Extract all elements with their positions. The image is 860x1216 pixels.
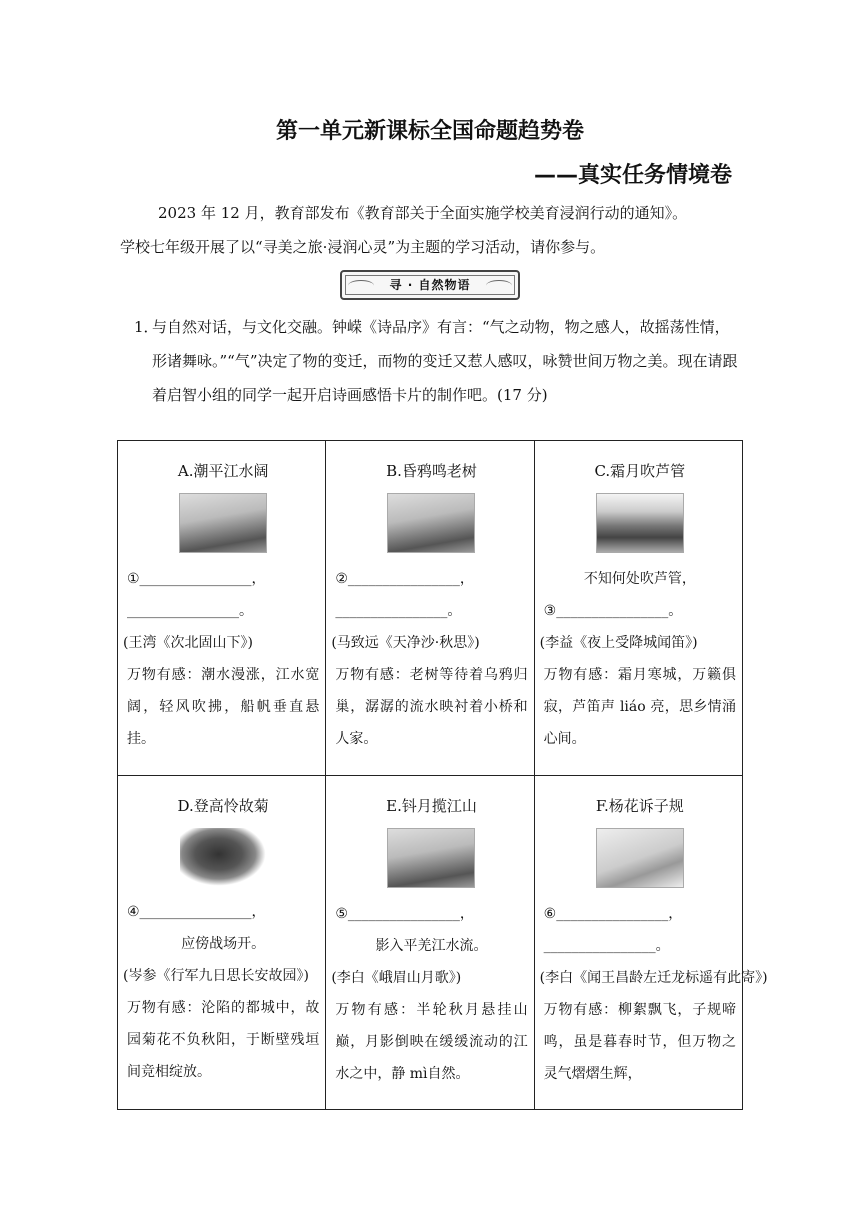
card-feeling: 万物有感：潮水漫涨，江水宽阔，轻风吹拂，船帆垂直悬挂。	[127, 667, 320, 747]
page-subtitle: ——真实任务情境卷	[533, 163, 732, 188]
card-feeling: 万物有感：半轮秋月悬挂山巅，月影倒映在缓缓流动的江水之中，静 mì自然。	[335, 1001, 528, 1082]
card-e	[326, 775, 534, 1110]
card-feeling: 万物有感：霜月寒城，万籁俱寂，芦笛声 liáo 亮，思乡情涌心间。	[543, 667, 736, 747]
card-a	[118, 441, 326, 776]
fill-blank-4[interactable]: ④________________，	[127, 903, 266, 920]
card-heading: C.霜月吹芦管	[594, 462, 686, 480]
fill-blank-6b[interactable]: ________________。	[543, 937, 670, 954]
card-d	[118, 775, 326, 1110]
poem-line: 不知何处吹芦管，	[583, 571, 696, 587]
card-c	[534, 441, 742, 776]
card-heading: F.杨花诉子规	[595, 796, 684, 815]
fill-blank-2b[interactable]: ________________。	[335, 603, 462, 619]
chrysanthemum-image	[180, 828, 266, 886]
poem-source: (李白《闻王昌龄左迁龙标遥有此寄》)	[539, 969, 768, 986]
question-text: 与自然对话，与文化交融。钟嵘《诗品序》有言：“气之动物，物之感人，故摇荡性情，形诸舞咏。”“气”决定了物的变迁，而物的变迁又惹人感叹，咏赞世间万物之美。现在请跟着启智小组的同学一起开启诗画感悟卡片的制作吧。(17 分)	[152, 318, 738, 404]
landscape-image	[387, 493, 475, 553]
card-feeling: 万物有感：柳絮飘飞，子规啼鸣，虽是暮春时节，但万物之灵气熠熠生辉，	[543, 1001, 736, 1082]
landscape-image	[596, 493, 684, 553]
landscape-image	[387, 828, 475, 888]
fill-blank-1b[interactable]: ________________。	[127, 603, 253, 619]
poem-line: 应傍战场开。	[181, 935, 266, 952]
landscape-image	[179, 493, 267, 553]
poem-source: (王湾《次北固山下》)	[123, 635, 253, 651]
card-feeling: 万物有感：老树等待着乌鸦归巢，潺潺的流水映衬着小桥和人家。	[335, 667, 528, 747]
intro-line-2: 学校七年级开展了以“寻美之旅·浸润心灵”为主题的学习活动，请你参与。	[120, 238, 606, 256]
fill-blank-5[interactable]: ⑤________________，	[335, 905, 474, 922]
intro-line-1: 2023 年 12 月，教育部发布《教育部关于全面实施学校美育浸润行动的通知》。	[158, 204, 688, 222]
card-feeling: 万物有感：沦陷的都城中，故园菊花不负秋阳，于断壁残垣间竞相绽放。	[127, 999, 320, 1080]
fill-blank-2[interactable]: ②________________，	[335, 571, 474, 587]
section-banner	[340, 270, 520, 300]
card-heading: E.钭月揽江山	[386, 796, 477, 815]
poem-source: (李白《峨眉山月歌》)	[331, 969, 462, 986]
card-f	[534, 775, 768, 1110]
page-title: 第一单元新课标全国命题趋势卷	[275, 119, 584, 144]
fill-blank-3[interactable]: ③________________。	[543, 603, 683, 619]
willow-bird-image	[596, 828, 684, 888]
poem-line: 影入平羌江水流。	[375, 937, 488, 954]
banner-label: 寻 · 自然物语	[389, 278, 471, 292]
poem-card-table	[117, 440, 768, 1110]
question-number: 1．	[134, 318, 159, 336]
card-heading: A.潮平江水阔	[177, 462, 269, 480]
question-1	[134, 310, 744, 412]
intro-paragraph	[120, 196, 742, 264]
poem-source: (岑参《行军九日思长安故园》)	[123, 967, 309, 984]
fill-blank-1[interactable]: ①________________，	[127, 571, 266, 587]
card-heading: B.昏鸦鸣老树	[386, 462, 477, 480]
fill-blank-6[interactable]: ⑥________________，	[543, 905, 683, 922]
card-heading: D.登高怜故菊	[177, 796, 269, 815]
poem-source: (马致远《天净沙·秋思》)	[331, 635, 480, 651]
poem-source: (李益《夜上受降城闻笛》)	[539, 635, 698, 651]
card-b	[326, 441, 534, 776]
